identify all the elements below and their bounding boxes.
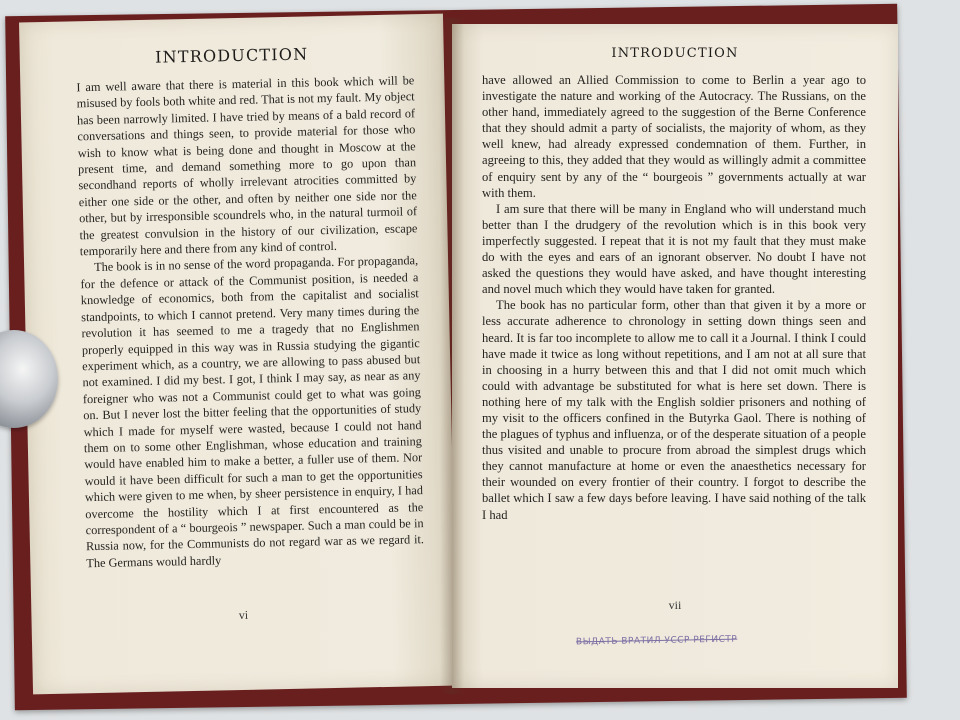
left-page — [19, 14, 457, 695]
library-stamp: ВЫДАТЬ ВРАТИЛ УССР РЕГИСТР — [575, 634, 738, 648]
right-page — [452, 24, 898, 688]
right-running-head: INTRODUCTION — [611, 46, 739, 61]
book-gutter — [440, 18, 464, 694]
left-paragraph-2: The book is in no sense of the word propaganda. For propaganda, for the defence or attack of the Communist position, is needed a knowledge of economics, both from the capitalist and socialist standpoints, to which I cannot pretend. Very many times during the revolution it has seemed to me a tragedy that no Englishmen properly equipped in this way was in Russia studying the gigantic experiment which, as a country, we are allowing to pass abused but not examined. I did my best. I got, I think I may say, as near as any foreigner who was not a Communist could get to what was going on. But I never lost the bitter feeling that the opportunities of study which I made for myself were wasted, because I could not hand them on to some other Englishman, whose education and training would have enabled him to make a better, a fuller use of them. Nor would it have been difficult for such a man to get the opportunities which were given to me when, by sheer persistence in enquiry, I had overcome the hostility which I at first encountered as the correspondent of a “ bourgeois ” newspaper. Such a man could be in Russia now, for the Communists do not regard war as we regard it. The Germans would hardly — [80, 253, 425, 571]
left-page-text — [76, 72, 424, 571]
right-paragraph-3: The book has no particular form, other than that given it by a more or less accurate adherence to chronology in setting down things seen and heard. It is far too incomplete to allow me to call it a Journal. I think I could have made it twice as long without repetitions, and I am not at all sure that in choosing in a hurry between this and that I did not omit much which could with advantage be substituted for what is here set down. There is nothing here of my talk with the English soldier prisoners and nothing of my visit to the officers confined in the Butyrka Gaol. There is nothing of the plagues of typhus and influenza, or of the desperate situation of a people thus visited and unable to procure from abroad the simplest drugs which they cannot manufacture at home or even the anaesthetics necessary for their wounded on every frontier of their country. I forgot to describe the ballet which I saw a few days before leaving. I have said nothing of the talk I had — [482, 298, 866, 522]
right-paragraph-2: I am sure that there will be many in England who will understand much better than I the drudgery of the revolution which is in this book very imperfectly suggested. I repeat that it is not my fault that they must make do with the eyes and ears of an ignorant observer. No doubt I have not asked the questions they would have asked, and have thought interesting and novel much which they would have taken for granted. — [482, 201, 866, 297]
left-paragraph-1: I am well aware that there is material in this book which will be misused by fools both white and red. That is not my fault. My object has been narrowly limited. I have tried by means of a bald record of conversations and things seen, to provide material for those who wish to know what is being done and thought in Moscow at the present time, and demand something more to go upon than secondhand reports of wholly irrelevant atrocities committed by either one side or the other, and often by neither one side nor the other, but by irresponsible scoundrels who, in the natural turmoil of the greatest convulsion in the history of our civilization, escape temporarily here and there from any kind of control. — [76, 73, 418, 259]
right-page-number: vii — [668, 598, 682, 612]
right-paragraph-1: have allowed an Allied Commission to come to Berlin a year ago to investigate the nature and working of the Autocracy. The Russians, on the other hand, immediately agreed to the suggestion of the Berne Conference that they should admit a party of socialists, the majority of whom, as they well knew, had already expressed condemnation of them. Further, in agreeing to this, they added that they would as willingly admit a committee of enquiry sent by any of the “ bourgeois ” governments actually at war with them. — [482, 73, 866, 200]
right-page-text — [482, 72, 866, 523]
left-running-head: INTRODUCTION — [154, 44, 309, 67]
left-page-number: vi — [238, 607, 249, 623]
